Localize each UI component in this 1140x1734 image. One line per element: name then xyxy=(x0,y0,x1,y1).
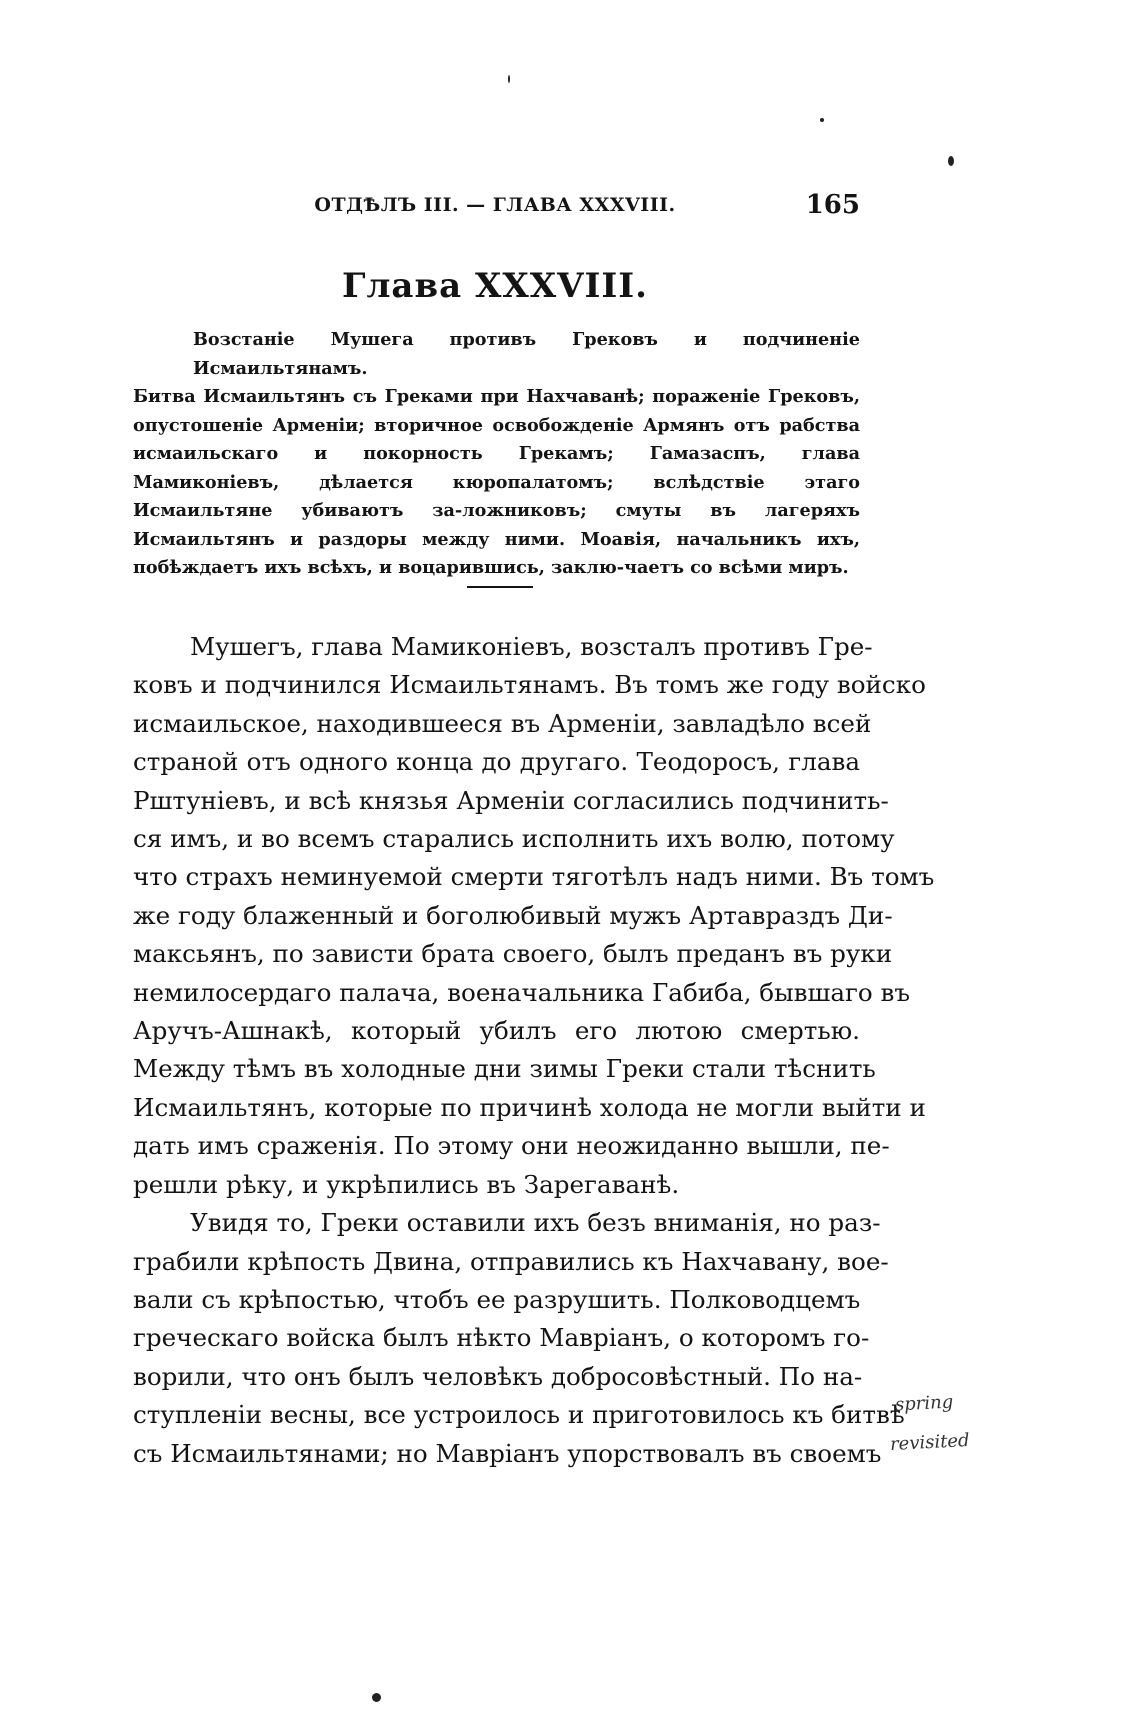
paragraph-1-line: решли рѣку, и укрѣпились въ Зарегаванѣ. xyxy=(133,1169,680,1199)
margin-note: spring xyxy=(894,1391,954,1416)
paragraph-1-line: ся имъ, и во всемъ старались исполнить ихъ волю, потому xyxy=(133,824,895,854)
paragraph-1-line: Исмаильтянъ, которые по причинѣ холода не могли выйти и xyxy=(133,1092,926,1122)
paragraph-1-line: максьянъ, по зависти брата своего, былъ преданъ въ руки xyxy=(133,939,893,969)
ink-speck xyxy=(372,1693,381,1702)
paragraph-2-line: греческаго войска былъ нѣкто Мавріанъ, о которомъ го- xyxy=(133,1323,870,1353)
ink-speck xyxy=(820,118,824,122)
paragraph-1-line: исмаильское, находившееся въ Арменіи, завладѣло всей xyxy=(133,708,872,738)
paragraph-1-line: страной отъ одного конца до другаго. Теодоросъ, глава xyxy=(133,747,860,777)
paragraph-1-line: дать имъ сраженія. По этому они неожиданно вышли, пе- xyxy=(133,1131,890,1161)
chapter-title: Глава XXXVIII. xyxy=(341,266,649,306)
paragraph-1-line: немилосердаго палача, военачальника Габиба, бывшаго въ xyxy=(133,977,911,1007)
paragraph-2-line: ворили, что онъ былъ человѣкъ добросовѣстный. По на- xyxy=(133,1361,863,1391)
paragraph-2-line: грабили крѣпость Двина, отправились къ Нахчавану, вое- xyxy=(133,1246,889,1276)
summary-line: ложниковъ; смуты въ лагеряхъ Исмаильтянъ и раздоры между ними. xyxy=(133,500,860,550)
section-divider xyxy=(467,586,533,588)
summary-line: опустошеніе Арменіи; вторичное освобожденіе Армянъ отъ рабства xyxy=(133,414,860,436)
paragraph-1-line: Аручъ-Ашнакѣ, который убилъ его лютою смертью. xyxy=(133,1016,860,1046)
summary-line: Возстаніе Мушега противъ Грековъ и подчиненіе Исмаильтянамъ. xyxy=(193,329,860,379)
paragraph-1-line: Между тѣмъ въ холодные дни зимы Греки стали тѣснить xyxy=(133,1054,876,1084)
summary-line: Моавія, начальникъ ихъ, побѣждаетъ ихъ всѣхъ, и воцарившись, заклю- xyxy=(133,528,860,578)
paragraph-1-line: Рштуніевъ, и всѣ князья Арменіи согласились подчинить- xyxy=(133,785,889,815)
paragraph-1-line: же году блаженный и боголюбивый мужъ Артавраздъ Ди- xyxy=(133,900,893,930)
summary-line: чаетъ со всѣми миръ. xyxy=(624,557,849,578)
summary-line: исмаильскаго и покорность Грекамъ; Гамазаспъ, глава Мамиконіевъ, xyxy=(133,443,860,493)
paragraph-2-line: съ Исмаильтянами; но Мавріанъ упорствовалъ въ своемъ xyxy=(133,1438,882,1468)
paragraph-1-line: что страхъ неминуемой смерти тяготѣлъ надъ ними. Въ томъ xyxy=(133,862,935,892)
paragraph-1-line: Мушегъ, глава Мамиконіевъ, возсталъ противъ Гре- xyxy=(190,632,873,661)
paragraph-2-line: вали съ крѣпостью, чтобъ ее разрушить. Полководцемъ xyxy=(133,1284,861,1314)
summary-line: Битва Исмаильтянъ съ Греками при Нахчаванѣ; пораженіе Грековъ, xyxy=(133,386,860,407)
margin-note: revisited xyxy=(889,1429,971,1456)
page-number: 165 xyxy=(805,190,860,220)
ink-speck xyxy=(948,156,954,166)
ink-speck xyxy=(508,75,510,83)
paragraph-2-line: ступленіи весны, все устроилось и приготовилось къ битвѣ xyxy=(133,1400,905,1430)
paragraph-1-line: ковъ и подчинился Исмаильтянамъ. Въ томъ же году войско xyxy=(133,670,926,700)
chapter-summary xyxy=(133,326,860,583)
paragraph-2-line: Увидя то, Греки оставили ихъ безъ вниманія, но раз- xyxy=(190,1208,881,1238)
summary-line: дѣлается кюропалатомъ; вслѣдствіе этаго Исмаильтяне убиваютъ за- xyxy=(133,471,860,521)
running-head-title: ОТДѢЛЪ III. — ГЛАВА XXXVIII. xyxy=(314,194,676,216)
running-head xyxy=(130,190,860,226)
